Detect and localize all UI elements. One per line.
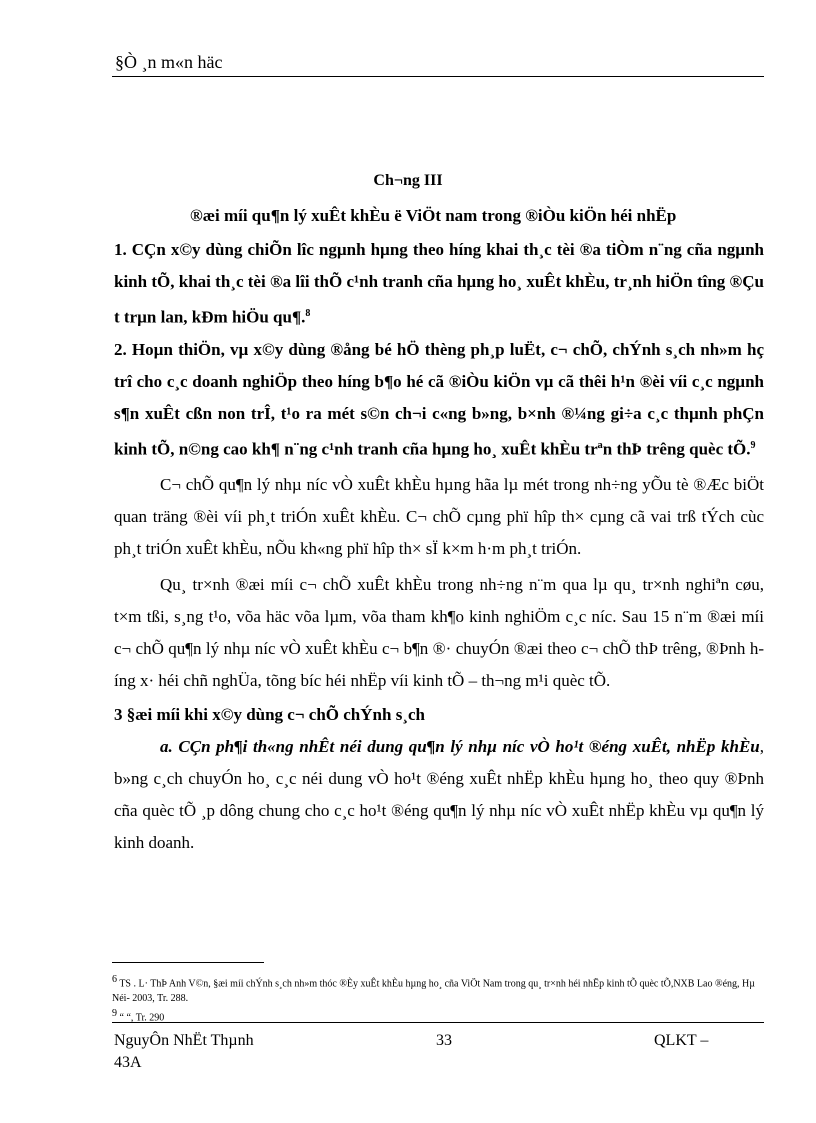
- footnote-9: $^9$ “ “, Tr. 290: [112, 1008, 165, 1024]
- section-2: 2. Hoµn thiÖn, vµ x©y dùng ®ång bé hÖ thèng ph¸p luËt, c¬ chÕ, chÝnh s¸ch nh»m hç trî cho c¸c doanh nghiÖp theo híng b¶o hé cã ®iÒu kiÖn vµ cã thêi h¹n ®èi víi c¸c ngµnh s¶n xuÊt cßn non trÎ, t¹o ra mét s©n ch¬i c«ng b»ng, b×nh ®¼ng gi÷a c¸c thµnh phÇn kinh tÕ, n©ng cao kh¶ n¨ng c¹nh tranh cña hµng ho¸ xuÊt khÈu trªn thÞ trêng quèc tÕ.$^9$: [114, 339, 764, 459]
- section-3: 3 §æi míi khi x©y dùng c¬ chÕ chÝnh s¸ch: [114, 705, 425, 725]
- chapter-title: Ch¬ng III: [373, 172, 443, 189]
- page-header: §Ò ¸n m«n häc: [115, 52, 223, 72]
- footnote-rule: [112, 962, 264, 963]
- body-text: [114, 234, 764, 859]
- footnote-ref-8: 8: [305, 308, 311, 319]
- item-a-heading: a. CÇn ph¶i th«ng nhÊt néi dung qu¶n lý nhµ níc vÒ ho¹t ®éng xuÊt, nhËp khÈu: [160, 737, 760, 757]
- chapter-subtitle: ®æi míi qu¶n lý xuÊt khÈu ë ViÖt nam trong ®iÒu kiÖn héi nhËp: [190, 206, 677, 225]
- header-rule: [112, 76, 764, 77]
- item-a-text: , b»ng c¸ch chuyÓn ho¸ c¸c néi dung vÒ ho¹t ®éng xuÊt nhËp khÈu hµng ho¸ theo quy ®Þnh cña quèc tÕ ¸p dông chung cho c¸c ho¹t ®éng qu¶n lý nhµ níc vÒ xuÊt nhËp khÈu vµ qu¶n lý kinh doanh.: [114, 737, 764, 853]
- footer-author: NguyÔn NhËt Thµnh 43A: [114, 1032, 254, 1071]
- item-a: [114, 731, 764, 859]
- footnote-ref-9: 9: [750, 439, 756, 451]
- footnote-6: $^6$ TS . L· ThÞ Anh V©n, §æi míi chÝnh s¸ch nh»m thóc ®Èy xuÊt khÈu hµng ho¸ cña ViÖt Nam trong qu¸ tr×nh héi nhËp kinh tÕ quèc tÕ,NXB Lao ®éng, Hµ Néi- 2003, Tr. 288.: [112, 974, 755, 1005]
- footer-dept: QLKT –: [654, 1032, 709, 1049]
- paragraph-1: C¬ chÕ qu¶n lý nhµ níc vÒ xuÊt khÈu hµng hãa lµ mét trong nh÷ng yÕu tè ®Æc biÖt quan träng ®èi víi ph¸t triÓn xuÊt khÈu. C¬ chÕ cµng phï hîp th× cµng cã vai trß tÝch cùc ph¸t triÓn xuÊt khÈu, nÕu kh«ng phï hîp th× sÏ k×m h·m ph¸t triÓn.: [114, 475, 764, 559]
- section-1: 1. CÇn x©y dùng chiÕn lîc ngµnh hµng theo híng khai th¸c tèi ®a tiÒm n¨ng cña ngµnh kinh tÕ, khai th¸c tèi ®a lîi thÕ c¹nh tranh cña hµng ho¸ xuÊt khÈu, tr¸nh hiÖn tîng ®Çu t trµn lan, kÐm hiÖu qu¶.$^8$: [114, 240, 764, 327]
- page-number: 33: [436, 1032, 452, 1049]
- footer-rule: [112, 1022, 764, 1023]
- paragraph-2: Qu¸ tr×nh ®æi míi c¬ chÕ xuÊt khÈu trong nh÷ng n¨m qua lµ qu¸ tr×nh nghiªn cøu, t×m tßi, s¸ng t¹o, võa häc võa lµm, võa tham kh¶o kinh nghiÖm c¸c níc. Sau 15 n¨m ®æi míi c¬ chÕ qu¶n lý nhµ níc vÒ xuÊt khÈu c¬ b¶n ®· chuyÓn ®æi theo c¬ chÕ thÞ trêng, ®Þnh híng x· héi chñ nghÜa, tõng bíc héi nhËp víi kinh tÕ – th¬ng m¹i quèc tÕ.: [114, 575, 764, 691]
